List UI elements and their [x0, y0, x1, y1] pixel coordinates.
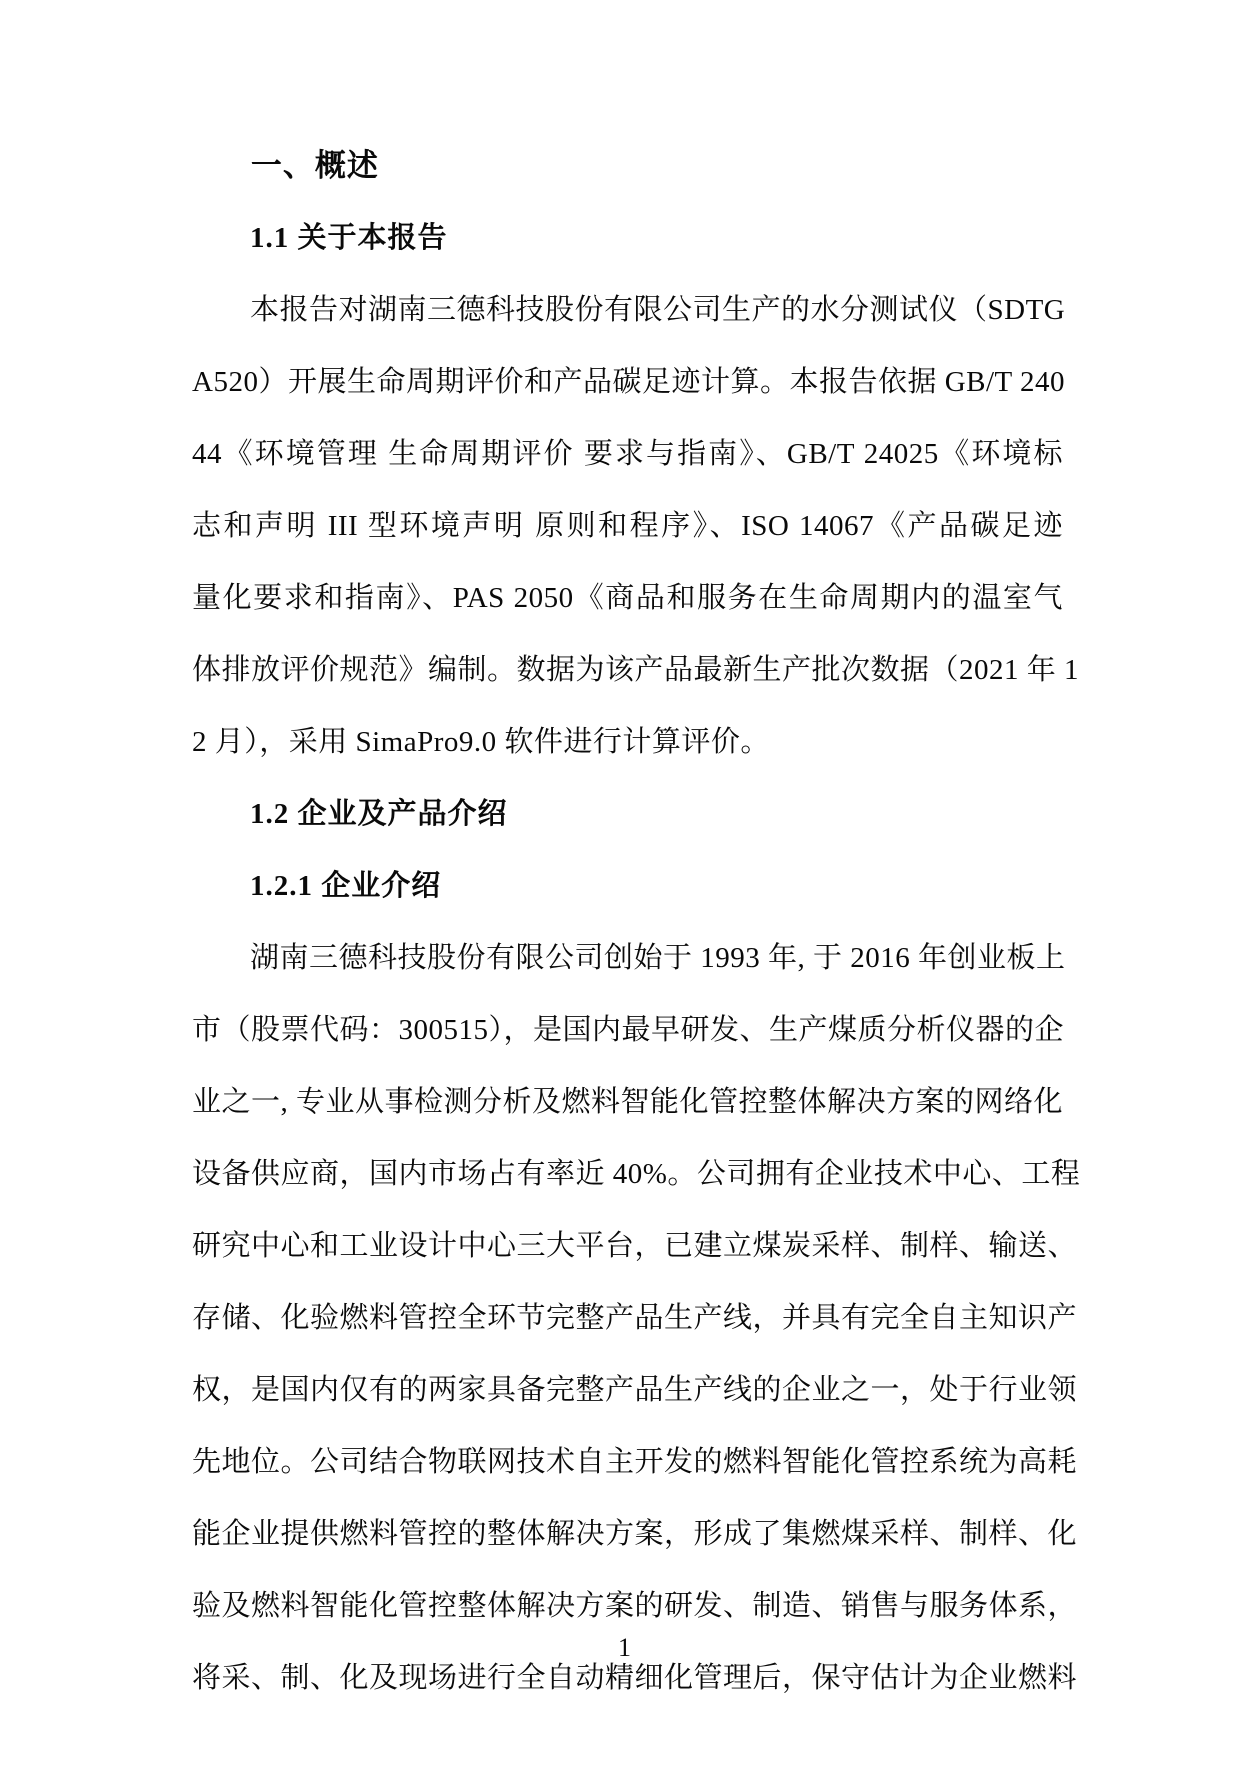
paragraph-about-line: 志和声明 III 型环境声明 原则和程序》、ISO 14067《产品碳足迹 [192, 510, 1063, 542]
page-body [192, 130, 1081, 1714]
paragraph-about-line: 44《环境管理 生命周期评价 要求与指南》、GB/T 24025《环境标 [192, 438, 1063, 470]
paragraph-company-line: 设备供应商，国内市场占有率近 40%。公司拥有企业技术中心、工程 [192, 1158, 1081, 1190]
paragraph-company-line: 权，是国内仅有的两家具备完整产品生产线的企业之一，处于行业领 [192, 1374, 1078, 1406]
paragraph-company-line: 将采、制、化及现场进行全自动精细化管理后，保守估计为企业燃料 [192, 1662, 1078, 1694]
paragraph-about-line: 量化要求和指南》、PAS 2050《商品和服务在生命周期内的温室气 [192, 582, 1063, 614]
paragraph-about-line: A520）开展生命周期评价和产品碳足迹计算。本报告依据 GB/T 240 [192, 366, 1065, 398]
paragraph-company-line: 市（股票代码：300515），是国内最早研发、生产煤质分析仪器的企 [192, 1014, 1065, 1046]
paragraph-about-line: 体排放评价规范》编制。数据为该产品最新生产批次数据（2021 年 1 [192, 654, 1080, 686]
section-heading-about-report: 1.1 关于本报告 [250, 222, 448, 254]
section-heading-company-products: 1.2 企业及产品介绍 [250, 798, 508, 830]
page-number: 1 [618, 1633, 631, 1662]
paragraph-about-line: 本报告对湖南三德科技股份有限公司生产的水分测试仪（SDTG [250, 294, 1066, 326]
paragraph-company-line: 能企业提供燃料管控的整体解决方案，形成了集燃煤采样、制样、化 [192, 1518, 1078, 1550]
paragraph-about-line: 2 月），采用 SimaPro9.0 软件进行计算评价。 [192, 726, 770, 758]
paragraph-company-line: 存储、化验燃料管控全环节完整产品生产线，并具有完全自主知识产 [192, 1302, 1078, 1334]
paragraph-company-line: 研究中心和工业设计中心三大平台，已建立煤炭采样、制样、输送、 [192, 1230, 1078, 1262]
paragraph-company-line: 先地位。公司结合物联网技术自主开发的燃料智能化管控系统为高耗 [192, 1446, 1078, 1478]
section-heading-company-intro: 1.2.1 企业介绍 [250, 870, 442, 902]
paragraph-company-line: 验及燃料智能化管控整体解决方案的研发、制造、销售与服务体系， [192, 1590, 1078, 1622]
paragraph-company-line: 业之一, 专业从事检测分析及燃料智能化管控整体解决方案的网络化 [192, 1086, 1064, 1118]
paragraph-company-line: 湖南三德科技股份有限公司创始于 1993 年, 于 2016 年创业板上 [250, 942, 1066, 974]
chapter-heading-overview: 一、概述 [250, 148, 379, 183]
